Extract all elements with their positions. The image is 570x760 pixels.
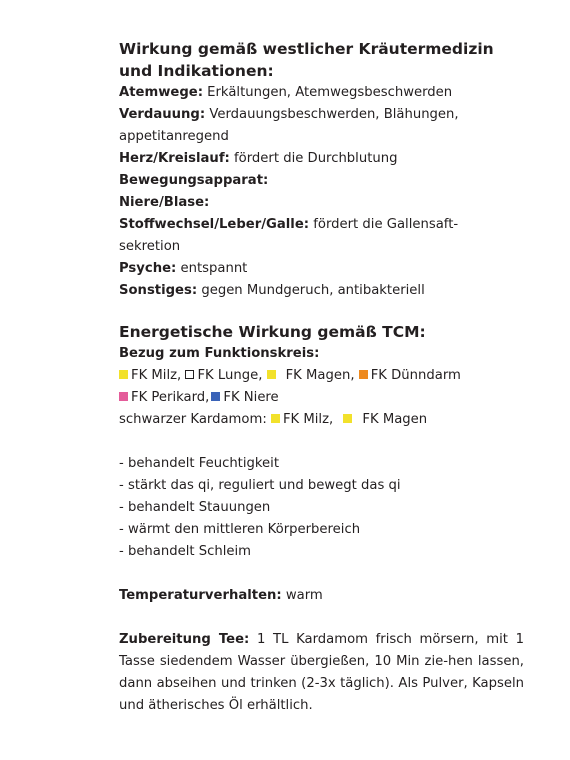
black-cardamom-label: schwarzer Kardamom: bbox=[119, 412, 267, 427]
fk-color-square-icon bbox=[185, 370, 194, 379]
indication-row bbox=[119, 214, 524, 236]
indication-text: Erkältungen, Atemwegsbeschwerden bbox=[202, 85, 453, 100]
indication-row bbox=[119, 148, 524, 170]
tea-paragraph bbox=[119, 629, 524, 717]
temperature-label: Temperaturverhalten: bbox=[119, 588, 282, 603]
indication-text: fördert die Durchblutung bbox=[229, 151, 398, 166]
fk-color-square-icon bbox=[119, 392, 128, 401]
indication-row bbox=[119, 170, 524, 192]
temperature-value: warm bbox=[281, 588, 323, 603]
fk-color-square-icon bbox=[267, 370, 276, 379]
indication-row bbox=[119, 280, 524, 302]
section1-title bbox=[119, 38, 524, 82]
indication-row bbox=[119, 192, 524, 214]
indication-text: appetitanregend bbox=[119, 129, 229, 144]
fk-color-square-icon bbox=[271, 414, 280, 423]
spacer bbox=[119, 431, 524, 453]
fk-label: FK Perikard, bbox=[131, 390, 210, 405]
fk-label: FK Milz, bbox=[282, 412, 334, 427]
indication-label: Sonstiges: bbox=[119, 283, 198, 298]
indication-label: Herz/Kreislauf: bbox=[119, 151, 230, 166]
indication-row bbox=[119, 82, 524, 104]
fk-color-square-icon bbox=[359, 370, 368, 379]
effect-item: - behandelt Feuchtigkeit bbox=[119, 456, 280, 471]
indications-list bbox=[119, 82, 524, 302]
fk-label: FK Dünndarm bbox=[370, 368, 461, 383]
fk-label: FK Milz, bbox=[131, 368, 182, 383]
indication-label: Niere/Blase: bbox=[119, 195, 210, 210]
indication-text: Verdauungsbeschwerden, Blähungen, bbox=[205, 107, 459, 122]
indication-row bbox=[119, 236, 524, 258]
fk-color-square-icon bbox=[119, 370, 128, 379]
effect-item: - behandelt Schleim bbox=[119, 544, 252, 559]
tea-text: 1 TL Kardamom frisch mörsern, mit 1 Tasse siedendem Wasser übergießen, 10 Min zie-hen lassen, dann abseihen und trinken (2-3x täglich). Als Pulver, Kapseln und ätherisches Öl erhältlich. bbox=[119, 632, 524, 713]
fk-label: FK Lunge, bbox=[197, 368, 263, 383]
fk-line-2 bbox=[119, 387, 524, 409]
spacer bbox=[119, 302, 524, 321]
temperature-line bbox=[119, 585, 524, 607]
indication-row bbox=[119, 104, 524, 126]
section2-title: Energetische Wirkung gemäß TCM: bbox=[119, 323, 426, 341]
indication-label: Bewegungsapparat: bbox=[119, 173, 269, 188]
fk-label: FK Niere bbox=[223, 390, 279, 405]
indication-text: gegen Mundgeruch, antibakteriell bbox=[197, 283, 425, 298]
fk-line-1 bbox=[119, 365, 524, 387]
indication-label: Stoffwechsel/Leber/Galle: bbox=[119, 217, 310, 232]
indication-row bbox=[119, 258, 524, 280]
indication-label: Atemwege: bbox=[119, 85, 203, 100]
effect-item: - behandelt Stauungen bbox=[119, 500, 271, 515]
content-column bbox=[119, 38, 524, 717]
fk-label: FK Magen bbox=[362, 412, 428, 427]
indication-text: sekretion bbox=[119, 239, 181, 254]
effect-item: - wärmt den mittleren Körperbereich bbox=[119, 522, 361, 537]
spacer bbox=[119, 607, 524, 629]
section2-subtitle: Bezug zum Funktionskreis: bbox=[119, 346, 320, 361]
indication-text: entspannt bbox=[176, 261, 248, 276]
fk-label: FK Magen, bbox=[285, 368, 355, 383]
indication-text: fördert die Gallensaft- bbox=[309, 217, 459, 232]
section1-title-line2: und Indikationen: bbox=[119, 62, 274, 80]
indication-label: Verdauung: bbox=[119, 107, 206, 122]
effect-item: - stärkt das qi, reguliert und bewegt das qi bbox=[119, 478, 401, 493]
tea-label: Zubereitung Tee: bbox=[119, 632, 250, 647]
indication-label: Psyche: bbox=[119, 261, 177, 276]
indication-row bbox=[119, 126, 524, 148]
fk-color-square-icon bbox=[211, 392, 220, 401]
black-cardamom-line bbox=[119, 409, 524, 431]
spacer bbox=[119, 563, 524, 585]
fk-color-square-icon bbox=[343, 414, 352, 423]
effects-list bbox=[119, 453, 524, 563]
section1-title-line1: Wirkung gemäß westlicher Kräutermedizin bbox=[119, 40, 494, 58]
